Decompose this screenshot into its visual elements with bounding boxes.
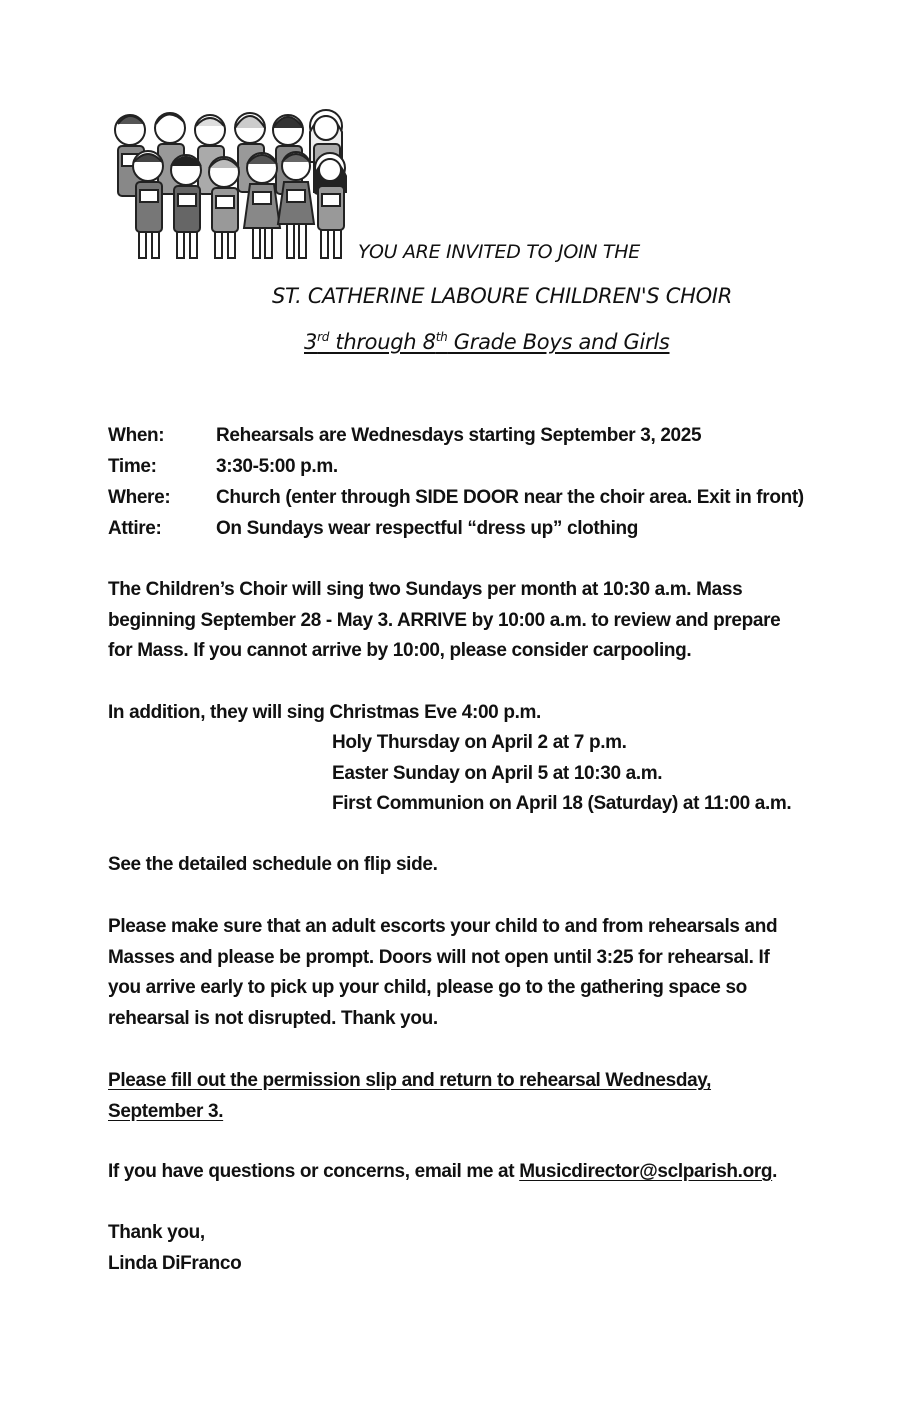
permission-slip-note bbox=[108, 1066, 818, 1127]
paragraph-line: September 3. bbox=[108, 1100, 224, 1122]
grade-end-suffix: th bbox=[435, 330, 448, 344]
event-first-communion: First Communion on April 18 (Saturday) at 11:00 a.m. bbox=[332, 793, 792, 814]
detail-value: Rehearsals are Wednesdays starting September 3, 2025 bbox=[216, 425, 702, 446]
detail-where bbox=[108, 483, 804, 514]
grade-start-suffix: rd bbox=[317, 330, 330, 344]
escort-paragraph bbox=[108, 912, 818, 1034]
signature-name: Linda DiFranco bbox=[108, 1253, 242, 1274]
singer-front-1 bbox=[133, 151, 163, 258]
detail-attire bbox=[108, 514, 638, 545]
contact-line bbox=[108, 1157, 777, 1188]
paragraph-line: you arrive early to pick up your child, please go to the gathering space so bbox=[108, 977, 747, 998]
singer-front-6 bbox=[314, 153, 346, 258]
detail-value: 3:30-5:00 p.m. bbox=[216, 456, 338, 477]
grade-start: 3 bbox=[304, 330, 318, 354]
paragraph-line: Please fill out the permission slip and return to rehearsal Wednesday, bbox=[108, 1070, 712, 1091]
choir-name: ST. CATHERINE LABOURE CHILDREN'S CHOIR bbox=[272, 284, 732, 308]
detail-label: When: bbox=[108, 425, 165, 446]
mass-schedule-paragraph bbox=[108, 575, 818, 667]
grade-audience: Grade Boys and Girls bbox=[447, 330, 670, 354]
email-link[interactable]: Musicdirector@sclparish.org bbox=[519, 1161, 773, 1182]
detail-label: Where: bbox=[108, 487, 171, 508]
paragraph-line: The Children’s Choir will sing two Sundays per month at 10:30 a.m. Mass bbox=[108, 579, 743, 600]
grade-end: through 8 bbox=[329, 330, 436, 354]
detail-time bbox=[108, 452, 338, 483]
paragraph-line: Masses and please be prompt. Doors will not open until 3:25 for rehearsal. If bbox=[108, 946, 770, 968]
singer-front-2 bbox=[171, 155, 201, 258]
paragraph-line: Please make sure that an adult escorts your child to and from rehearsals and bbox=[108, 916, 778, 937]
paragraph-line: for Mass. If you cannot arrive by 10:00, please consider carpooling. bbox=[108, 640, 692, 661]
paragraph-line: beginning September 28 - May 3. ARRIVE by 10:00 a.m. to review and prepare bbox=[108, 609, 781, 631]
singer-front-3 bbox=[209, 157, 239, 258]
grade-range bbox=[304, 330, 670, 354]
singer-front-5 bbox=[278, 152, 314, 258]
additional-intro: In addition, they will sing Christmas Eve 4:00 p.m. bbox=[108, 702, 541, 723]
detail-value: On Sundays wear respectful “dress up” clothing bbox=[216, 518, 639, 539]
event-easter-sunday: Easter Sunday on April 5 at 10:30 a.m. bbox=[332, 763, 663, 784]
detail-when bbox=[108, 421, 701, 452]
closing-thanks: Thank you, bbox=[108, 1222, 205, 1243]
flip-side-note: See the detailed schedule on flip side. bbox=[108, 854, 438, 875]
detail-value: Church (enter through SIDE DOOR near the choir area. Exit in front) bbox=[216, 487, 804, 508]
detail-label: Time: bbox=[108, 456, 157, 477]
detail-label: Attire: bbox=[108, 518, 162, 539]
contact-text: If you have questions or concerns, email me at bbox=[108, 1161, 520, 1182]
paragraph-line: rehearsal is not disrupted. Thank you. bbox=[108, 1007, 438, 1029]
singer-front-4 bbox=[244, 153, 280, 258]
children-choir-illustration bbox=[108, 102, 348, 262]
invitation-line: YOU ARE INVITED TO JOIN THE bbox=[358, 241, 640, 263]
event-holy-thursday: Holy Thursday on April 2 at 7 p.m. bbox=[332, 732, 627, 753]
contact-end: . bbox=[772, 1161, 778, 1182]
